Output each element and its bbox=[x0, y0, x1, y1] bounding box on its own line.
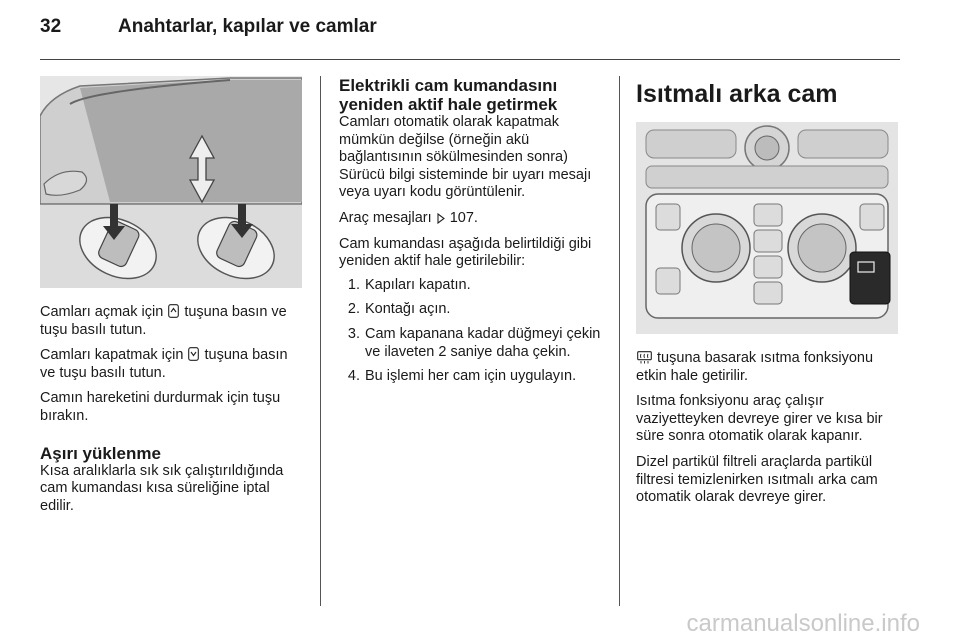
reference-arrow-icon bbox=[437, 213, 445, 224]
rear-defrost-operation: Isıtma fonksiyonu araç çalışır vaziyetteyken devreye girer ve kısa bir süre sonra otomatik olarak kapanır. bbox=[636, 393, 883, 445]
column-middle bbox=[339, 76, 604, 393]
reactivation-intro: Camları otomatik olarak kapatmak mümkün değilse (örneğin akü bağlantısının sökülmesinden sonra) Sürücü bilgi sisteminde bir uyarı mesajı veya uyarı kodu görüntülenir. bbox=[339, 114, 592, 201]
vehicle-messages-ref bbox=[339, 210, 604, 228]
paragraph-stop-window: Camın hareketini durdurmak için tuşu bırakın. bbox=[40, 390, 281, 424]
list-item: 3. Cam kapanana kadar düğmeyi çekin ve ilaveten 2 saniye daha çekin. bbox=[347, 325, 601, 360]
column-right bbox=[636, 76, 902, 507]
rear-window-heating-icon bbox=[637, 351, 652, 364]
close-instruction-before: Camları kapatmak için bbox=[40, 347, 184, 364]
rear-defrost-diesel: Dizel partikül filtreli araçlarda partikül filtresi temizlenirken ısıtmalı arka cam otomatik olarak devreye girer. bbox=[636, 453, 878, 506]
column-left bbox=[40, 76, 302, 515]
rear-defrost-activation bbox=[636, 350, 902, 385]
vehicle-messages-label: Araç mesajları bbox=[339, 209, 432, 226]
heated-rear-window-heading: Isıtmalı arka cam bbox=[636, 80, 838, 108]
climate-control-illustration bbox=[636, 122, 898, 334]
window-switch-illustration bbox=[40, 76, 302, 288]
watermark: carmanualsonline.info bbox=[686, 610, 920, 637]
close-instruction-after: tuşuna basın ve tuşu basılı tutun. bbox=[40, 347, 288, 381]
open-instruction-after: tuşuna basın ve tuşu basılı tutun. bbox=[40, 304, 287, 338]
vehicle-messages-page: 107. bbox=[449, 209, 478, 226]
rear-defrost-activation-text: tuşuna basarak ısıtma fonksiyonu etkin hale getirilir. bbox=[636, 350, 874, 384]
reactivation-steps bbox=[339, 277, 604, 386]
overload-heading: Aşırı yüklenme bbox=[40, 443, 161, 463]
page-header-title: Anahtarlar, kapılar ve camlar bbox=[118, 16, 377, 37]
overload-text: Kısa aralıklarla sık sık çalıştırıldığında cam kumandası kısa süreliğine iptal edilir. bbox=[40, 462, 284, 514]
window-open-icon bbox=[168, 304, 179, 318]
paragraph-open-window bbox=[40, 304, 302, 339]
open-instruction-before: Camları açmak için bbox=[40, 304, 164, 320]
window-close-icon bbox=[188, 347, 199, 361]
reactivation-heading: Elektrikli cam kumandasını yeniden aktif hale getirmek bbox=[339, 76, 558, 114]
list-item: 4. Bu işlemi her cam için uygulayın. bbox=[347, 368, 577, 385]
page-number: 32 bbox=[40, 16, 62, 37]
reactivation-lead: Cam kumandası aşağıda belirtildiği gibi yeniden aktif hale getirilebilir: bbox=[339, 235, 592, 270]
column-divider bbox=[619, 76, 620, 606]
column-divider bbox=[320, 76, 321, 606]
list-item: 1. Kapıları kapatın. bbox=[347, 276, 471, 293]
paragraph-close-window bbox=[40, 347, 302, 382]
list-item: 2. Kontağı açın. bbox=[347, 301, 451, 318]
header-rule bbox=[40, 59, 900, 60]
